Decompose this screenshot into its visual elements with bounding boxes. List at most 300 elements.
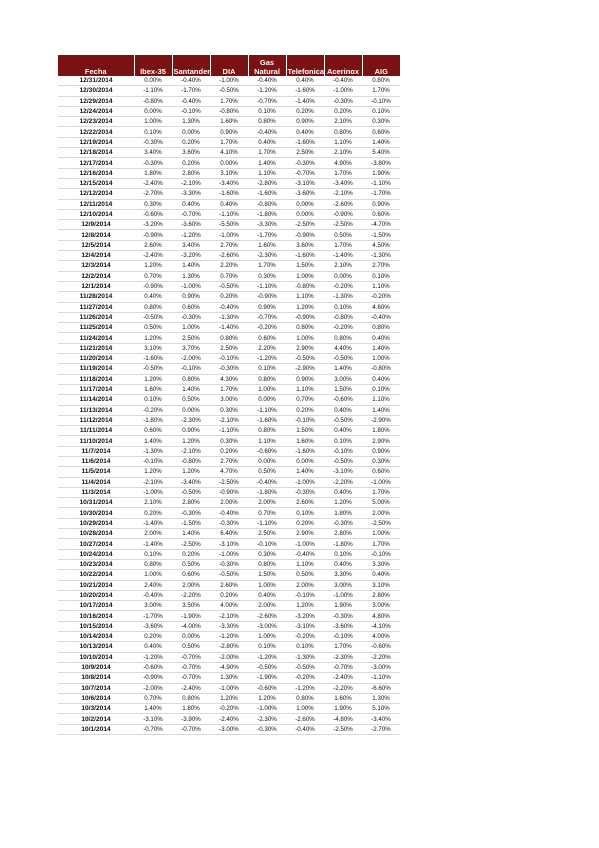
return-cell: -0.90%: [210, 487, 248, 497]
return-cell: -2.90%: [286, 364, 324, 374]
return-cell: 0.10%: [324, 302, 362, 312]
return-cell: -1.80%: [248, 209, 286, 219]
return-cell: -1.60%: [210, 189, 248, 199]
date-cell: 12/1/2014: [58, 281, 134, 291]
return-cell: -0.40%: [134, 590, 172, 600]
return-cell: -0.40%: [248, 477, 286, 487]
return-cell: 6.40%: [210, 529, 248, 539]
date-cell: 10/3/2014: [58, 704, 134, 714]
return-cell: 1.70%: [210, 384, 248, 394]
column-header-acerinox: Acerinox: [324, 55, 362, 76]
return-cell: -2.90%: [362, 415, 400, 425]
return-cell: -1.10%: [210, 426, 248, 436]
return-cell: 0.40%: [362, 570, 400, 580]
date-cell: 11/19/2014: [58, 364, 134, 374]
table-row: [58, 281, 400, 291]
return-cell: 0.10%: [248, 642, 286, 652]
return-cell: -0.40%: [172, 76, 210, 86]
return-cell: 0.30%: [210, 436, 248, 446]
return-cell: -0.60%: [248, 683, 286, 693]
return-cell: 2.90%: [286, 343, 324, 353]
return-cell: 1.20%: [324, 498, 362, 508]
table-row: [58, 570, 400, 580]
return-cell: -1.80%: [134, 415, 172, 425]
return-cell: 1.70%: [362, 86, 400, 96]
return-cell: 0.60%: [362, 467, 400, 477]
table-row: [58, 498, 400, 508]
return-cell: 2.80%: [362, 590, 400, 600]
return-cell: -2.40%: [172, 683, 210, 693]
return-cell: -1.60%: [286, 446, 324, 456]
return-cell: -0.10%: [210, 354, 248, 364]
return-cell: -1.70%: [248, 230, 286, 240]
return-cell: 0.40%: [324, 559, 362, 569]
return-cell: -0.50%: [248, 662, 286, 672]
column-header-aig: AIG: [362, 55, 400, 76]
return-cell: 2.40%: [134, 580, 172, 590]
table-body: [58, 76, 400, 735]
return-cell: 0.40%: [134, 642, 172, 652]
date-cell: 12/10/2014: [58, 209, 134, 219]
date-cell: 12/19/2014: [58, 137, 134, 147]
table-row: [58, 189, 400, 199]
return-cell: -2.60%: [324, 199, 362, 209]
table-row: [58, 621, 400, 631]
return-cell: 0.00%: [286, 199, 324, 209]
return-cell: 1.20%: [286, 302, 324, 312]
return-cell: 1.20%: [248, 693, 286, 703]
return-cell: 1.70%: [324, 240, 362, 250]
return-cell: -0.70%: [172, 724, 210, 734]
return-cell: 0.80%: [172, 693, 210, 703]
return-cell: 1.40%: [172, 384, 210, 394]
return-cell: 0.70%: [134, 693, 172, 703]
return-cell: -1.80%: [248, 487, 286, 497]
return-cell: 0.80%: [362, 323, 400, 333]
table-row: [58, 374, 400, 384]
return-cell: -2.30%: [324, 652, 362, 662]
return-cell: 3.00%: [324, 580, 362, 590]
date-cell: 12/18/2014: [58, 148, 134, 158]
table-row: [58, 148, 400, 158]
return-cell: 2.20%: [210, 261, 248, 271]
return-cell: -1.70%: [362, 189, 400, 199]
return-cell: -1.10%: [362, 178, 400, 188]
return-cell: -0.10%: [324, 446, 362, 456]
return-cell: 0.40%: [248, 590, 286, 600]
return-cell: 4.00%: [362, 632, 400, 642]
return-cell: 1.80%: [134, 168, 172, 178]
return-cell: 1.40%: [248, 158, 286, 168]
return-cell: 1.70%: [362, 487, 400, 497]
table-row: [58, 209, 400, 219]
table-row: [58, 477, 400, 487]
return-cell: -2.30%: [248, 714, 286, 724]
return-cell: -0.50%: [134, 312, 172, 322]
return-cell: -2.60%: [248, 611, 286, 621]
return-cell: -1.60%: [134, 354, 172, 364]
return-cell: -1.00%: [210, 549, 248, 559]
date-cell: 11/12/2014: [58, 415, 134, 425]
table-row: [58, 436, 400, 446]
return-cell: 0.40%: [362, 333, 400, 343]
return-cell: 0.20%: [134, 508, 172, 518]
table-row: [58, 230, 400, 240]
return-cell: -0.20%: [324, 323, 362, 333]
return-cell: -3.00%: [210, 724, 248, 734]
return-cell: -1.00%: [286, 477, 324, 487]
return-cell: -1.60%: [286, 86, 324, 96]
date-cell: 11/5/2014: [58, 467, 134, 477]
return-cell: 4.60%: [362, 302, 400, 312]
date-cell: 12/11/2014: [58, 199, 134, 209]
return-cell: 2.00%: [362, 508, 400, 518]
date-cell: 10/9/2014: [58, 662, 134, 672]
return-cell: 2.70%: [210, 456, 248, 466]
table-row: [58, 354, 400, 364]
return-cell: 0.00%: [286, 209, 324, 219]
return-cell: 1.70%: [248, 261, 286, 271]
return-cell: -2.20%: [172, 590, 210, 600]
return-cell: -1.40%: [210, 323, 248, 333]
return-cell: -2.40%: [210, 714, 248, 724]
table-row: [58, 724, 400, 734]
return-cell: 1.30%: [210, 673, 248, 683]
return-cell: 0.30%: [248, 549, 286, 559]
return-cell: -1.20%: [172, 230, 210, 240]
date-cell: 12/3/2014: [58, 261, 134, 271]
return-cell: -2.50%: [362, 518, 400, 528]
return-cell: 2.10%: [324, 117, 362, 127]
return-cell: -2.00%: [172, 354, 210, 364]
date-cell: 11/11/2014: [58, 426, 134, 436]
table-row: [58, 302, 400, 312]
date-cell: 10/13/2014: [58, 642, 134, 652]
return-cell: 0.60%: [172, 302, 210, 312]
return-cell: 1.90%: [324, 704, 362, 714]
table-row: [58, 456, 400, 466]
return-cell: 2.20%: [248, 343, 286, 353]
return-cell: -1.20%: [210, 632, 248, 642]
return-cell: -1.00%: [210, 230, 248, 240]
return-cell: -0.60%: [324, 395, 362, 405]
return-cell: 1.10%: [248, 168, 286, 178]
return-cell: 0.80%: [210, 333, 248, 343]
return-cell: -2.50%: [286, 220, 324, 230]
return-cell: 0.20%: [286, 518, 324, 528]
return-cell: 0.20%: [172, 549, 210, 559]
return-cell: -0.90%: [134, 673, 172, 683]
return-cell: 0.20%: [286, 405, 324, 415]
date-cell: 11/18/2014: [58, 374, 134, 384]
date-cell: 10/7/2014: [58, 683, 134, 693]
return-cell: -4.10%: [362, 621, 400, 631]
return-cell: -2.60%: [210, 251, 248, 261]
return-cell: 0.50%: [172, 642, 210, 652]
table-row: [58, 168, 400, 178]
return-cell: -0.70%: [248, 312, 286, 322]
return-cell: 0.20%: [286, 106, 324, 116]
return-cell: -0.50%: [210, 86, 248, 96]
return-cell: -0.80%: [324, 312, 362, 322]
table-row: [58, 426, 400, 436]
return-cell: 1.70%: [248, 148, 286, 158]
return-cell: -0.50%: [324, 456, 362, 466]
return-cell: -1.30%: [134, 446, 172, 456]
return-cell: 0.00%: [172, 632, 210, 642]
return-cell: -0.80%: [172, 456, 210, 466]
return-cell: -1.00%: [362, 477, 400, 487]
return-cell: 0.80%: [286, 323, 324, 333]
return-cell: -2.10%: [172, 178, 210, 188]
table-row: [58, 590, 400, 600]
return-cell: -3.00%: [362, 662, 400, 672]
return-cell: 0.40%: [362, 374, 400, 384]
return-cell: 0.10%: [248, 106, 286, 116]
return-cell: 2.50%: [248, 529, 286, 539]
date-cell: 10/29/2014: [58, 518, 134, 528]
return-cell: 1.80%: [172, 704, 210, 714]
return-cell: -0.50%: [210, 570, 248, 580]
date-cell: 10/2/2014: [58, 714, 134, 724]
return-cell: 1.00%: [248, 384, 286, 394]
return-cell: -0.10%: [172, 106, 210, 116]
return-cell: -3.10%: [286, 621, 324, 631]
return-cell: -0.20%: [362, 292, 400, 302]
return-cell: 0.90%: [362, 446, 400, 456]
return-cell: -1.00%: [210, 683, 248, 693]
date-cell: 10/28/2014: [58, 529, 134, 539]
return-cell: 4.40%: [324, 343, 362, 353]
return-cell: 0.20%: [210, 446, 248, 456]
return-cell: -0.70%: [172, 652, 210, 662]
return-cell: 0.10%: [324, 436, 362, 446]
return-cell: -0.30%: [324, 611, 362, 621]
return-cell: -0.10%: [286, 415, 324, 425]
return-cell: -0.70%: [172, 662, 210, 672]
date-cell: 10/6/2014: [58, 693, 134, 703]
return-cell: -0.10%: [362, 96, 400, 106]
return-cell: -0.40%: [362, 312, 400, 322]
date-cell: 10/14/2014: [58, 632, 134, 642]
return-cell: -0.50%: [286, 354, 324, 364]
return-cell: -0.30%: [286, 487, 324, 497]
return-cell: -0.10%: [172, 364, 210, 374]
return-cell: 0.80%: [134, 559, 172, 569]
return-cell: 3.00%: [210, 395, 248, 405]
return-cell: -0.90%: [134, 281, 172, 291]
return-cell: -2.30%: [172, 415, 210, 425]
return-cell: 0.40%: [210, 199, 248, 209]
return-cell: -1.00%: [324, 86, 362, 96]
return-cell: 4.80%: [362, 611, 400, 621]
return-cell: -0.10%: [248, 539, 286, 549]
table-row: [58, 611, 400, 621]
date-cell: 11/13/2014: [58, 405, 134, 415]
return-cell: -1.20%: [248, 86, 286, 96]
return-cell: 2.50%: [286, 148, 324, 158]
return-cell: -0.10%: [134, 456, 172, 466]
return-cell: -2.70%: [134, 189, 172, 199]
return-cell: 3.40%: [134, 148, 172, 158]
return-cell: 0.60%: [362, 127, 400, 137]
date-cell: 10/8/2014: [58, 673, 134, 683]
column-header-dia: DIA: [210, 55, 248, 76]
table-row: [58, 508, 400, 518]
return-cell: 1.60%: [324, 693, 362, 703]
return-cell: 0.40%: [324, 405, 362, 415]
return-cell: 2.60%: [210, 580, 248, 590]
table-row: [58, 467, 400, 477]
return-cell: 1.00%: [172, 323, 210, 333]
date-cell: 11/3/2014: [58, 487, 134, 497]
date-cell: 11/17/2014: [58, 384, 134, 394]
return-cell: -0.20%: [324, 281, 362, 291]
return-cell: 0.90%: [172, 292, 210, 302]
date-cell: 10/20/2014: [58, 590, 134, 600]
return-cell: -1.40%: [134, 539, 172, 549]
return-cell: -1.40%: [286, 96, 324, 106]
return-cell: 2.80%: [172, 498, 210, 508]
return-cell: 0.70%: [134, 271, 172, 281]
return-cell: -2.50%: [210, 477, 248, 487]
return-cell: 0.30%: [248, 271, 286, 281]
return-cell: 3.40%: [172, 240, 210, 250]
return-cell: 1.40%: [286, 467, 324, 477]
date-cell: 11/14/2014: [58, 395, 134, 405]
table-row: [58, 178, 400, 188]
return-cell: -0.50%: [134, 364, 172, 374]
return-cell: 0.50%: [248, 467, 286, 477]
return-cell: 0.60%: [172, 570, 210, 580]
return-cell: 0.00%: [134, 106, 172, 116]
table-row: [58, 384, 400, 394]
return-cell: -0.70%: [286, 168, 324, 178]
return-cell: 3.30%: [362, 559, 400, 569]
return-cell: 1.00%: [362, 354, 400, 364]
date-cell: 12/22/2014: [58, 127, 134, 137]
return-cell: -1.00%: [210, 76, 248, 86]
return-cell: 0.80%: [248, 559, 286, 569]
return-cell: 1.60%: [210, 117, 248, 127]
date-cell: 12/30/2014: [58, 86, 134, 96]
return-cell: 0.20%: [210, 590, 248, 600]
date-cell: 10/24/2014: [58, 549, 134, 559]
return-cell: -3.30%: [248, 220, 286, 230]
return-cell: -1.10%: [248, 518, 286, 528]
return-cell: -3.10%: [286, 178, 324, 188]
return-cell: 1.50%: [248, 570, 286, 580]
return-cell: 2.70%: [362, 261, 400, 271]
return-cell: -3.60%: [172, 220, 210, 230]
table-row: [58, 240, 400, 250]
return-cell: 0.20%: [134, 632, 172, 642]
return-cell: 2.80%: [172, 168, 210, 178]
return-cell: 0.00%: [210, 158, 248, 168]
return-cell: 1.10%: [286, 559, 324, 569]
return-cell: 3.00%: [324, 374, 362, 384]
return-cell: -1.00%: [134, 487, 172, 497]
return-cell: 0.00%: [172, 405, 210, 415]
column-header-ibex-35: Ibex-35: [134, 55, 172, 76]
return-cell: 5.10%: [362, 704, 400, 714]
table-row: [58, 343, 400, 353]
table-row: [58, 559, 400, 569]
return-cell: -0.40%: [286, 724, 324, 734]
return-cell: 0.90%: [286, 374, 324, 384]
table-row: [58, 601, 400, 611]
date-cell: 10/22/2014: [58, 570, 134, 580]
return-cell: 0.70%: [248, 508, 286, 518]
date-cell: 11/4/2014: [58, 477, 134, 487]
return-cell: 2.00%: [248, 601, 286, 611]
table-row: [58, 487, 400, 497]
return-cell: 1.50%: [286, 261, 324, 271]
return-cell: -0.40%: [248, 76, 286, 86]
return-cell: 2.10%: [134, 498, 172, 508]
date-cell: 12/23/2014: [58, 117, 134, 127]
return-cell: 0.50%: [134, 323, 172, 333]
table-row: [58, 673, 400, 683]
return-cell: -0.40%: [210, 508, 248, 518]
return-cell: 2.90%: [286, 529, 324, 539]
return-cell: 1.40%: [172, 529, 210, 539]
return-cell: -3.40%: [210, 178, 248, 188]
return-cell: 1.70%: [210, 137, 248, 147]
return-cell: -0.90%: [248, 292, 286, 302]
return-cell: -1.40%: [324, 251, 362, 261]
return-cell: -3.20%: [134, 220, 172, 230]
return-cell: 1.20%: [134, 467, 172, 477]
return-cell: -0.30%: [134, 158, 172, 168]
return-cell: 1.00%: [286, 333, 324, 343]
return-cell: 2.00%: [172, 580, 210, 590]
date-cell: 10/10/2014: [58, 652, 134, 662]
date-cell: 10/31/2014: [58, 498, 134, 508]
return-cell: 0.30%: [362, 117, 400, 127]
return-cell: -0.80%: [362, 364, 400, 374]
return-cell: 1.60%: [134, 384, 172, 394]
return-cell: 4.90%: [324, 158, 362, 168]
return-cell: 0.60%: [134, 426, 172, 436]
return-cell: -0.90%: [286, 230, 324, 240]
return-cell: -0.30%: [324, 518, 362, 528]
return-cell: 1.40%: [362, 405, 400, 415]
return-cell: 2.00%: [248, 498, 286, 508]
return-cell: -1.40%: [134, 518, 172, 528]
return-cell: -0.60%: [134, 662, 172, 672]
return-cell: -1.10%: [362, 673, 400, 683]
return-cell: 1.00%: [286, 271, 324, 281]
return-cell: -0.10%: [362, 549, 400, 559]
return-cell: -1.30%: [210, 312, 248, 322]
return-cell: 1.00%: [134, 570, 172, 580]
return-cell: 4.70%: [210, 467, 248, 477]
return-cell: 0.70%: [210, 271, 248, 281]
return-cell: -0.90%: [286, 312, 324, 322]
return-cell: -0.50%: [172, 487, 210, 497]
table-row: [58, 96, 400, 106]
return-cell: 1.50%: [324, 384, 362, 394]
return-cell: -0.50%: [324, 354, 362, 364]
return-cell: -2.60%: [286, 714, 324, 724]
return-cell: 0.40%: [248, 137, 286, 147]
date-cell: 12/24/2014: [58, 106, 134, 116]
date-cell: 12/17/2014: [58, 158, 134, 168]
return-cell: -3.60%: [286, 189, 324, 199]
return-cell: 0.90%: [248, 302, 286, 312]
table-row: [58, 117, 400, 127]
